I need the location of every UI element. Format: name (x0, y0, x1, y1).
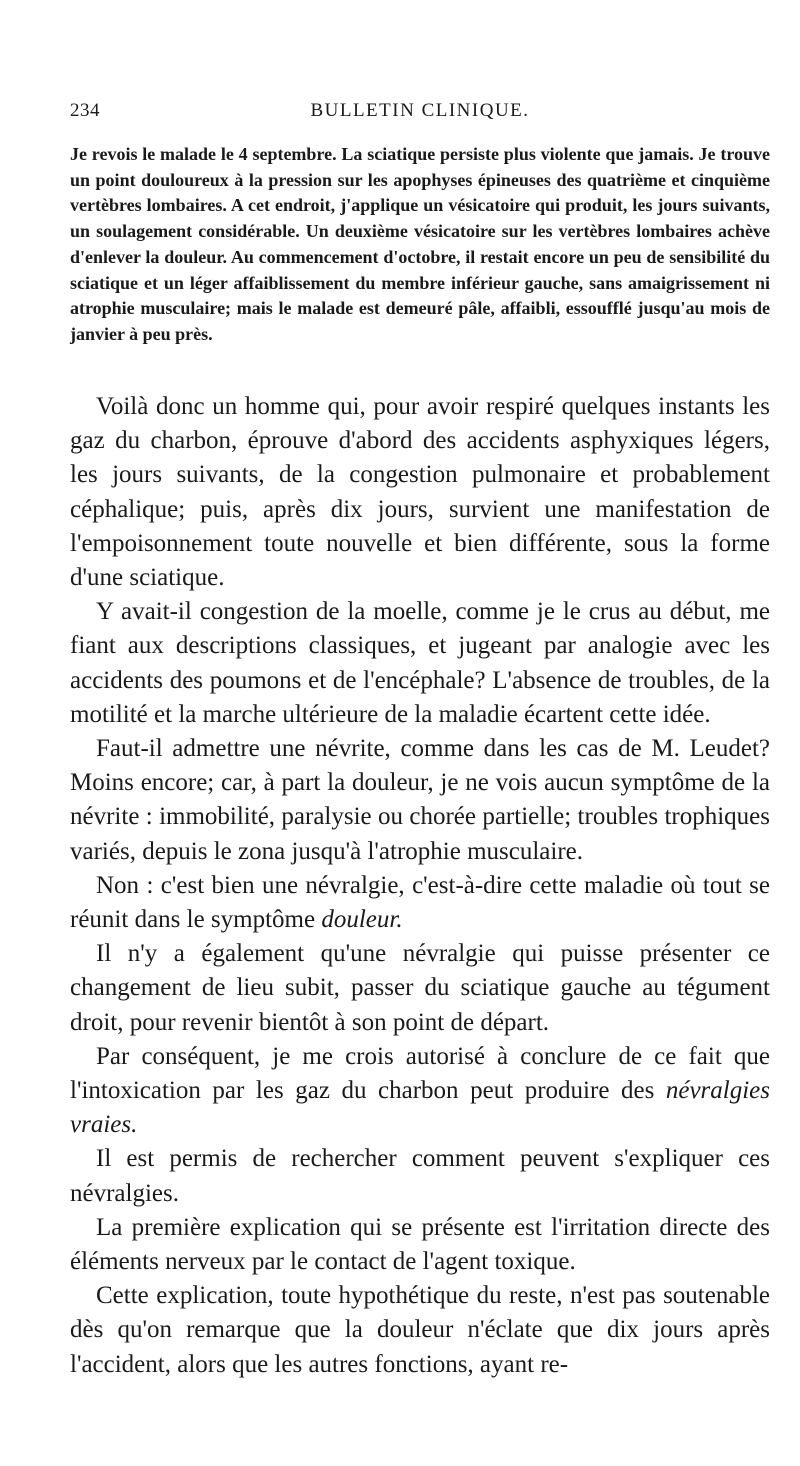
paragraph-7: Il est permis de rechercher comment peuvent s'expliquer ces névralgies. (70, 1145, 770, 1207)
paragraph-6-text: Par conséquent, je me crois autorisé à conclure de ce fait que l'intoxication par les gaz du charbon peut produire des (70, 1042, 770, 1105)
case-note-paragraph: Je revois le malade le 4 septembre. La sciatique persiste plus violente que jamais. Je trouve un point douloureux à la pression sur les apophyses épineuses des quatrième et cinquième vertèbres lombaires. A cet endroit, j'applique un vésicatoire qui produit, les jours suivants, un soulagement considérable. Un deuxième vésicatoire sur les vertèbres lombaires achève d'enlever la douleur. Au commencement d'octobre, il restait encore un peu de sensibilité du sciatique et un léger affaiblissement du membre inférieur gauche, sans amaigrissement ni atrophie musculaire; mais le malade est demeuré pâle, affaibli, essoufflé jusqu'au mois de janvier à peu près. (70, 144, 770, 344)
paragraph-2: Y avait-il congestion de la moelle, comme je le crus au début, me fiant aux descriptions classiques, et jugeant par analogie avec les accidents des poumons et de l'encéphale? L'absence de troubles, de la motilité et la marche ultérieure de la maladie écartent cette idée. (70, 598, 770, 728)
paragraph-6-italic: névralgies vraies. (70, 1077, 770, 1139)
paragraph-4-italic: douleur. (321, 906, 403, 934)
paragraph-1: Voilà donc un homme qui, pour avoir respiré quelques instants les gaz du charbon, éprouve d'abord des accidents asphyxiques légers, les jours suivants, de la congestion pulmonaire et probablement céphalique; puis, après dix jours, survient une manifestation de l'empoisonnement toute nouvelle et bien différente, sous la forme d'une sciatique. (70, 393, 770, 592)
paragraph-5: Il n'y a également qu'une névralgie qui puisse présenter ce changement de lieu subit, passer du sciatique gauche au tégument droit, pour revenir bientôt à son point de départ. (70, 940, 770, 1036)
paragraph-4 (70, 869, 770, 937)
paragraph-3: Faut-il admettre une névrite, comme dans les cas de M. Leudet? Moins encore; car, à part la douleur, je ne vois aucun symptôme de la névrite : immobilité, paralysie ou chorée partielle; troubles trophiques variés, depuis le zona jusqu'à l'atrophie musculaire. (70, 735, 770, 865)
case-note (70, 142, 770, 348)
running-title: BULLETIN CLINIQUE. (310, 100, 530, 121)
page-header (70, 100, 770, 126)
page-number: 234 (70, 100, 100, 121)
main-text (70, 390, 770, 1382)
paragraph-9: Cette explication, toute hypothétique du reste, n'est pas soutenable dès qu'on remarque que la douleur n'éclate que dix jours après l'accident, alors que les autres fonctions, ayant re- (70, 1282, 770, 1378)
paragraph-4-text: Non : c'est bien une névralgie, c'est-à-dire cette maladie où tout se réunit dans le symptôme (70, 871, 770, 934)
paragraph-6 (70, 1040, 770, 1143)
paragraph-8: La première explication qui se présente est l'irritation directe des éléments nerveux par le contact de l'agent toxique. (70, 1213, 770, 1276)
